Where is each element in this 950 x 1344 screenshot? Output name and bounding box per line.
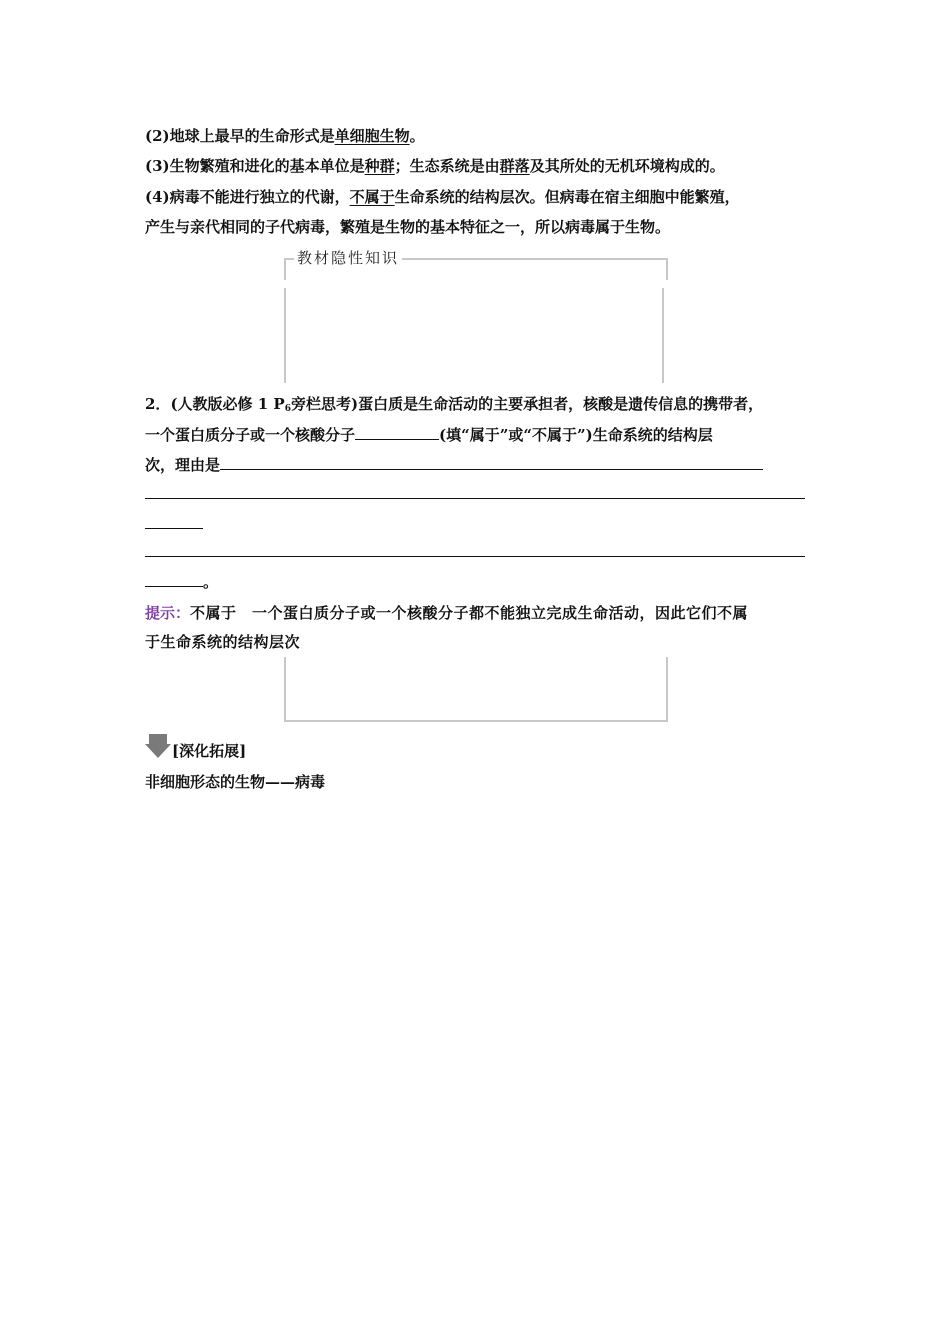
point-2: (2)地球上最早的生命形式是单细胞生物。 (145, 127, 425, 145)
underlined-term: 不属于 (349, 188, 395, 206)
hint-label: 提示： (145, 604, 191, 622)
question-line-2: 一个蛋白质分子或一个核酸分子 (填“属于”或“不属于”)生命系统的结构层 (145, 426, 713, 444)
hint-line-2: 于生命系统的结构层次 (145, 633, 301, 651)
textbook-box-left-edge (284, 288, 286, 383)
point-3: (3)生物繁殖和进化的基本单位是种群；生态系统是由群落及其所处的无机环境构成的。 (145, 157, 725, 175)
question-line-1: 2．(人教版必修 1 $P_6$旁栏思考)蛋白质是生命活动的主要承担者，核酸是遗传信息的携带者， (145, 395, 764, 414)
reason-blank-3[interactable] (145, 514, 203, 529)
question-line-3: 次，理由是 (145, 455, 763, 475)
arrow-down-icon (145, 734, 171, 758)
textbook-box-right-edge (662, 288, 664, 383)
underlined-term: 群落 (499, 157, 530, 175)
underlined-term: 单细胞生物 (334, 127, 410, 145)
reason-line-5: 。 (145, 572, 218, 592)
question-number: 2． (145, 395, 171, 413)
reason-line-2 (145, 484, 805, 504)
reason-blank-2[interactable] (145, 484, 805, 499)
reason-line-4 (145, 542, 805, 562)
extension-title: [深化拓展] (172, 742, 247, 760)
textbook-box-frame-bottom (284, 657, 668, 722)
reason-blank-1[interactable] (220, 455, 763, 470)
reason-blank-4[interactable] (145, 542, 805, 557)
hint-line-1: 提示：不属于 一个蛋白质分子或一个核酸分子都不能独立完成生命活动，因此它们不属 (145, 604, 749, 622)
reason-blank-5[interactable] (145, 572, 203, 587)
point-4-line-2: 产生与亲代相同的子代病毒，繁殖是生物的基本特征之一，所以病毒属于生物。 (145, 218, 671, 236)
textbook-box-title: 教材隐性知识 (294, 248, 402, 268)
reason-line-3 (145, 514, 203, 534)
extension-subtitle: 非细胞形态的生物——病毒 (145, 773, 326, 791)
point-4-line-1: (4)病毒不能进行独立的代谢，不属于生命系统的结构层次。但病毒在宿主细胞中能繁殖， (145, 188, 740, 206)
underlined-term: 种群 (364, 157, 395, 175)
answer-blank[interactable] (355, 425, 439, 440)
